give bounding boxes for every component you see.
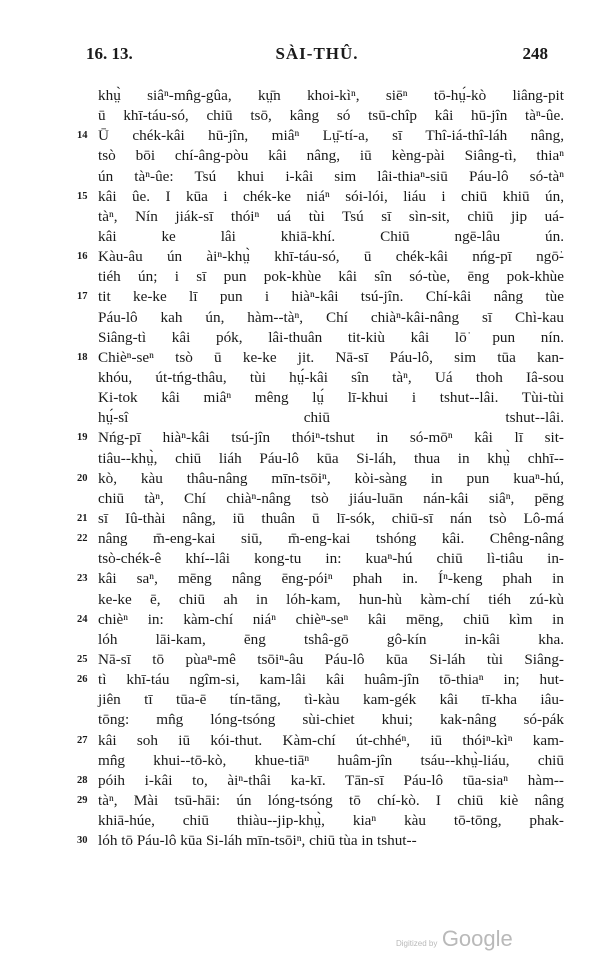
text-line [98,408,564,428]
line-text: kâi ke lâi khiā-khí. Chiū ngē-lâu ún. [98,227,564,245]
line-text: nâng m̄-eng-kai siū, m̄-eng-kai tshóng kâi. Chêng-nâng [98,530,564,548]
line-text: tì khī-táu ngîm-si, kam-lâi kâi huâm-jîn tō-thiaⁿ in; hut- [98,671,564,689]
text-line [77,831,564,851]
line-text: ke-ke ē, chiū ah in lóh-kam, hun-hù kàm-chí tiéh zú-kù [98,590,564,608]
line-text: chiū tàⁿ, Chí chiàⁿ-nâng tsò jiáu-luān nán-kâi siâⁿ, pēng [98,489,564,507]
text-line [77,428,564,448]
verse-number: 29 [77,794,88,806]
text-line [77,529,564,549]
line-text: chièⁿ in: kàm-chí niáⁿ chièⁿ-seⁿ kâi mēng, chiū kìm in [98,610,564,628]
text-line [77,348,564,368]
book-title: SÀI-THÛ. [275,44,359,63]
text-line [77,610,564,630]
text-line [77,187,564,207]
line-text: Siâng-tì kâi pók, lâi-thuân tit-kiù kâi lō͘ pun nín. [98,328,564,346]
verse-number: 30 [77,835,88,847]
verse-number: 28 [77,774,88,786]
line-text: tit ke-ke lī pun i hiàⁿ-kâi tsú-jîn. Chí-kâi nâng tùe [98,288,564,306]
line-text: ū khī-táu-só, chiū tsō, kâng só tsū-chîp kâi hū-jîn tàⁿ-ûe. [98,107,564,125]
line-text: kâi ûe. I kūa i chék-ke niáⁿ sói-lói, liáu i chiū khiū ún, [98,187,564,205]
line-text: tàⁿ, Nín jiák-sī thóiⁿ uá tùi Tsú sī sìn-sit, chiū jip uá- [98,207,564,225]
line-text: póih i-kâi to, àiⁿ-thâi ka-kī. Tān-sī Páu-lô tūa-siaⁿ hàm-- [98,771,564,789]
text-line [98,267,564,287]
verse-number: 21 [77,512,88,524]
text-line [77,469,564,489]
text-line [77,247,564,267]
text-line [77,670,564,690]
text-line [77,791,564,811]
text-line [77,126,564,146]
line-text: hṳ́-sî chiū tshut--lâi. [98,409,564,427]
verse-number: 25 [77,653,88,665]
watermark-prefix: Digitized by [396,939,438,948]
text-line [98,227,564,247]
page-number: 248 [522,44,548,63]
text-line [77,569,564,589]
text-line [77,287,564,307]
verse-number: 18 [77,351,88,363]
line-text: Ki-tok kâi miâⁿ mêng lṳ́ lī-khui i tshut--lâi. Tùi-tùi [98,389,564,407]
scripture-text-block [77,86,564,851]
text-line [98,449,564,469]
text-line [98,710,564,730]
verse-number: 17 [77,291,88,303]
text-line [98,751,564,771]
line-text: tōng: mn̂g lóng-tsóng sùi-chiet khui; kak-nâng só-pák [98,711,564,729]
google-logo: Google [441,926,513,951]
verse-number: 23 [77,573,88,585]
text-line [98,368,564,388]
text-line [98,690,564,710]
text-line [77,509,564,529]
verse-number: 22 [77,533,88,545]
line-text: kâi saⁿ, mēng nâng ēng-póiⁿ phah in. Íⁿ-keng phah in [98,570,564,588]
line-text: kò, kàu thâu-nâng mīn-tsōiⁿ, kòi-sàng in pun kuaⁿ-hú, [98,469,564,487]
text-line [98,207,564,227]
text-line [77,650,564,670]
line-text: sī Iû-thài nâng, iū thuân ū lī-sók, chiū-sī nán tsò Lô-má [98,509,564,527]
line-text: tsò-chék-ê khí--lâi kong-tu in: kuaⁿ-hú chiū lì-tiâu in- [98,550,564,568]
line-text: mn̂g khui--tō-kò, khue-tiāⁿ huâm-jîn tsáu--khṳ̀-liáu, chiū [98,751,564,769]
line-text: Chièⁿ-seⁿ tsò ū ke-ke jit. Nā-sī Páu-lô, sim tūa kan- [98,348,564,366]
line-text: tsò bōi chí-âng-pòu kâi nâng, iū kèng-pài Siâng-tì, thiaⁿ [98,147,564,165]
verse-number: 15 [77,190,88,202]
text-line [98,146,564,166]
text-line [98,86,564,106]
text-line [77,771,564,791]
text-line [98,106,564,126]
text-line [98,167,564,187]
line-text: jiên tī tūa-ē tín-tāng, tì-kàu kam-gék kâi tī-kha iâu- [98,691,564,709]
text-line [98,328,564,348]
chapter-verse-reference: 16. 13. [86,44,133,63]
text-line [77,731,564,751]
line-text: khiā-húe, chiū thiàu--jip-khṳ̀, kiaⁿ kàu tō-tōng, phak- [98,812,564,830]
line-text: Nńg-pī hiàⁿ-kâi tsú-jîn thóiⁿ-tshut in só-mōⁿ kâi lī sit- [98,429,564,447]
line-text: kâi soh iū kói-thut. Kàm-chí út-chhéⁿ, iū thóiⁿ-kìⁿ kam- [98,731,564,749]
line-text: Ū chék-kâi hū-jîn, miâⁿ Lṳ̄-tí-a, sī Thî-iá-thî-láh nâng, [98,127,564,145]
verse-number: 27 [77,734,88,746]
line-text: Páu-lô kah ún, hàm--tàⁿ, Chí chiàⁿ-kâi-nâng sī Chì-kau [98,308,564,326]
line-text: lóh lāi-kam, ēng tshâ-gō gô-kín in-kâi kha. [98,630,564,648]
line-text: ún tàⁿ-ûe: Tsú khui i-kâi sim lâi-thiaⁿ-siū Páu-lô só-tàⁿ [98,167,564,185]
verse-number: 16 [77,251,88,263]
verse-number: 19 [77,432,88,444]
line-text: lóh tō Páu-lô kūa Si-láh mīn-tsōiⁿ, chiū tùa in tshut-- [98,832,417,850]
text-line [98,630,564,650]
text-line [98,811,564,831]
line-text: tàⁿ, Mài tsū-hāi: ún lóng-tsóng tō chí-kò. I chiū kiè nâng [98,791,564,809]
verse-number: 26 [77,674,88,686]
verse-number: 20 [77,472,88,484]
text-line [98,388,564,408]
line-text: tiâu--khṳ̀, chiū liáh Páu-lô kūa Si-láh, thua in khṳ̀ chhī-- [98,449,564,467]
verse-number: 24 [77,613,88,625]
line-text: khóu, út-tńg-thâu, tùi hṳ́-kâi sîn tàⁿ, Uá thoh Iâ-sou [98,368,564,386]
text-line [98,308,564,328]
text-line [98,590,564,610]
line-text: Kàu-âu ún àiⁿ-khṳ̀ khī-táu-só, ū chék-kâi nńg-pī ngō͘- [98,248,564,266]
page-header [86,44,548,66]
line-text: khṳ̀ siâⁿ-mn̂g-gûa, kṳ̄n khoi-kìⁿ, siēⁿ tō-hṳ́-kò liâng-pit [98,87,564,104]
verse-number: 14 [77,130,88,142]
line-text: tiéh ún; i sī pun pok-khùe kâi sîn só-tùe, ēng pok-khùe [98,268,564,286]
line-text: Nā-sī tō pùaⁿ-mê tsōiⁿ-âu Páu-lô kūa Si-láh tùi Siâng- [98,650,564,668]
text-line [98,549,564,569]
text-line [98,489,564,509]
digitized-watermark [396,926,513,952]
